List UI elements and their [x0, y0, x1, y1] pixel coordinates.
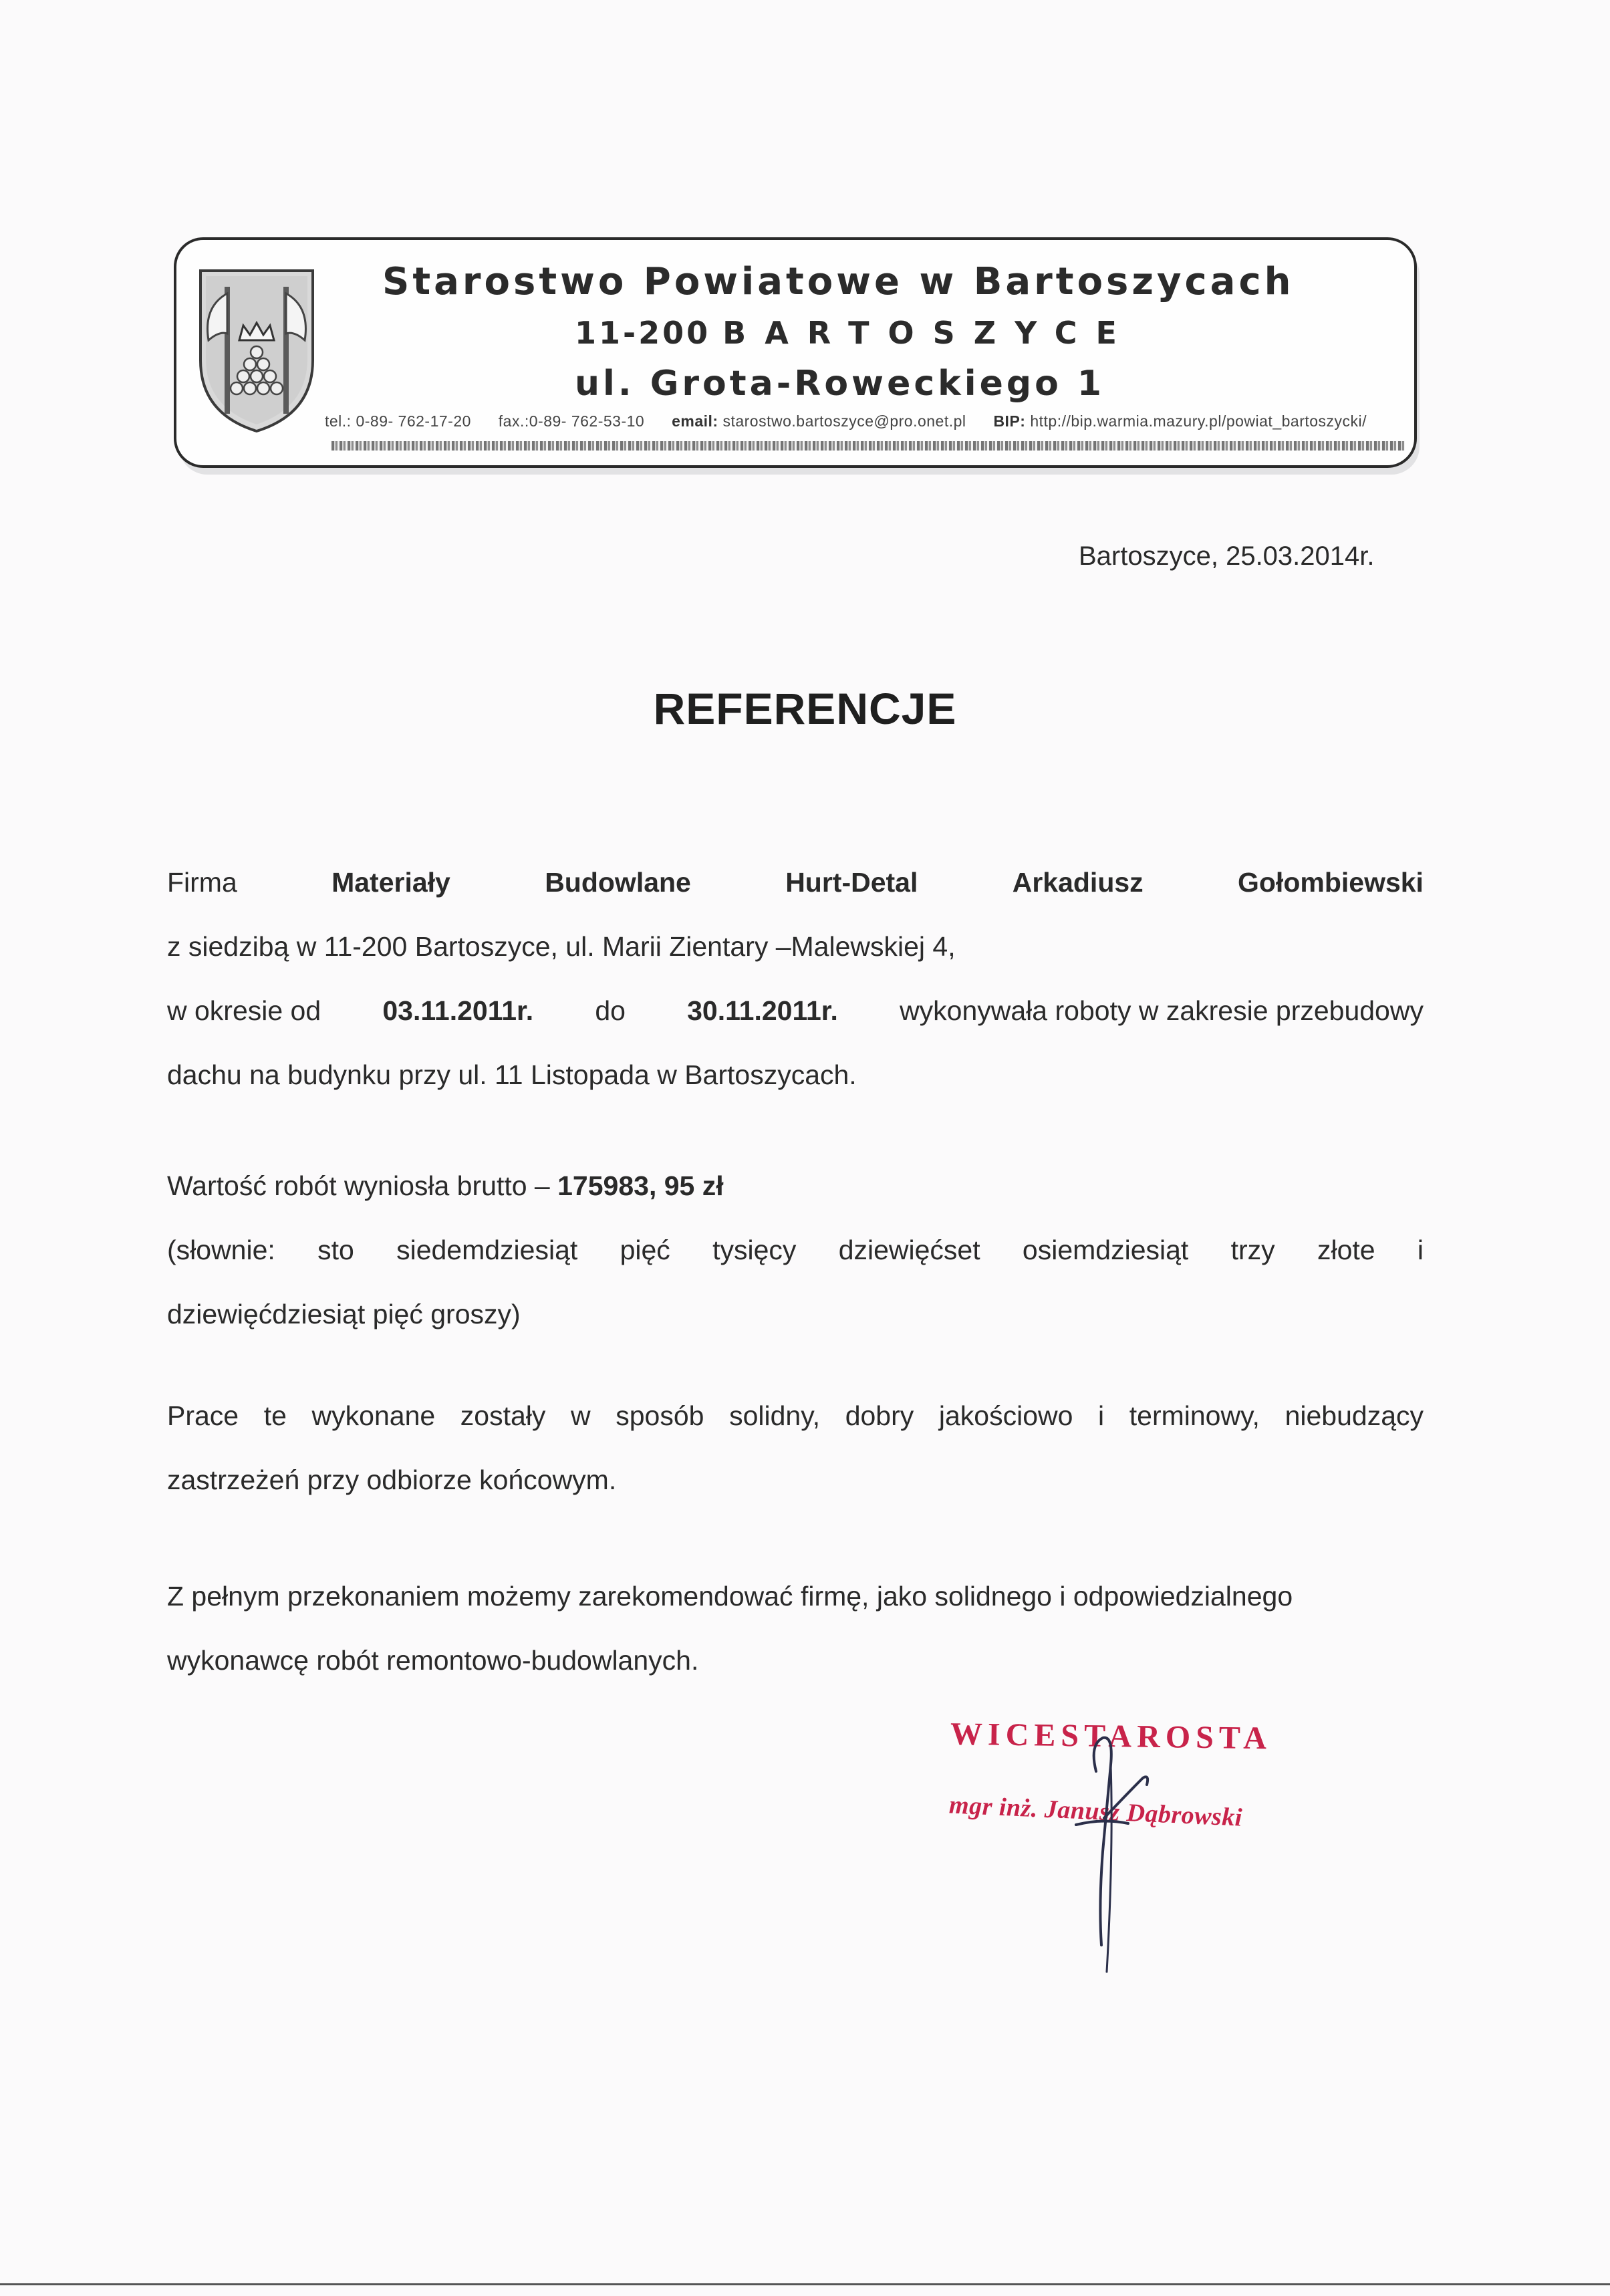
office-postal-address	[575, 315, 1135, 351]
value-text: Wartość robót wyniosła brutto –	[167, 1170, 550, 1201]
bip-url[interactable]: http://bip.warmia.mazury.pl/powiat_bartoszycki/	[1030, 412, 1367, 430]
recommendation-line: Z pełnym przekonaniem możemy zarekomendować firmę, jako solidnego i odpowiedzialnego	[167, 1581, 1293, 1612]
bip-label: BIP:	[993, 412, 1026, 430]
company-address-line: z siedzibą w 11-200 Bartoszyce, ul. Marii Zientary –Malewskiej 4,	[167, 931, 956, 962]
company-paragraph	[167, 850, 1424, 1107]
stamp-title: WICESTAROSTA	[950, 1716, 1272, 1757]
email-address[interactable]: starostwo.bartoszyce@pro.onet.pl	[722, 412, 966, 430]
document-title: REFERENCJE	[653, 684, 957, 733]
email-block	[672, 412, 966, 430]
coat-of-arms-icon	[196, 267, 317, 434]
period-text: wykonywała roboty w zakresie przebudowy	[900, 995, 1424, 1026]
company-word: Hurt-Detal	[785, 867, 918, 898]
company-word: Materiały	[331, 867, 450, 898]
value-paragraph	[167, 1154, 1424, 1346]
city-name: BARTOSZYCE	[722, 315, 1135, 351]
date-from: 03.11.2011r.	[382, 995, 534, 1026]
period-text: do	[595, 995, 626, 1026]
amount-in-words-line: (słownie: sto siedemdziesiąt pięć tysięcy dziewięćset osiemdziesiąt trzy złote i	[167, 1235, 1424, 1265]
period-text: w okresie od	[167, 995, 321, 1026]
bottom-rule	[0, 2283, 1610, 2285]
handwritten-signature-icon	[1049, 1718, 1183, 1979]
amount-in-words-line: dziewięćdziesiąt pięć groszy)	[167, 1299, 521, 1329]
date-to: 30.11.2011r.	[687, 995, 838, 1026]
bip-block	[993, 412, 1367, 430]
quality-paragraph	[167, 1384, 1424, 1512]
phone-number: tel.: 0-89- 762-17-20	[325, 412, 471, 430]
period-line	[167, 979, 1424, 1043]
letterhead	[174, 237, 1417, 468]
decorative-border	[331, 441, 1405, 451]
firma-word: Firma	[167, 867, 237, 898]
street-address: ul. Grota-Roweckiego 1	[575, 364, 1105, 404]
company-word: Arkadiusz	[1012, 867, 1144, 898]
stamp-name: mgr inż. Janusz Dąbrowski	[948, 1791, 1243, 1832]
recommendation-paragraph	[167, 1564, 1424, 1692]
gross-amount: 175983, 95 zł	[557, 1170, 724, 1201]
work-location-line: dachu na budynku przy ul. 11 Listopada w Bartoszycach.	[167, 1059, 857, 1090]
company-name-line	[167, 850, 1424, 914]
recommendation-line: wykonawcę robót remontowo-budowlanych.	[167, 1645, 699, 1676]
value-line	[167, 1154, 1424, 1218]
contact-line	[325, 412, 1367, 430]
company-word: Gołombiewski	[1238, 867, 1424, 898]
office-name: Starostwo Powiatowe w Bartoszycach	[382, 260, 1295, 303]
quality-line: Prace te wykonane zostały w sposób solidny, dobry jakościowo i terminowy, niebudzący	[167, 1400, 1424, 1431]
quality-line: zastrzeżeń przy odbiorze końcowym.	[167, 1464, 617, 1495]
fax-number: fax.:0-89- 762-53-10	[498, 412, 645, 430]
postal-code: 11-200	[575, 315, 711, 351]
email-label: email:	[672, 412, 718, 430]
company-word: Budowlane	[545, 867, 691, 898]
document-date: Bartoszyce, 25.03.2014r.	[1079, 541, 1375, 571]
